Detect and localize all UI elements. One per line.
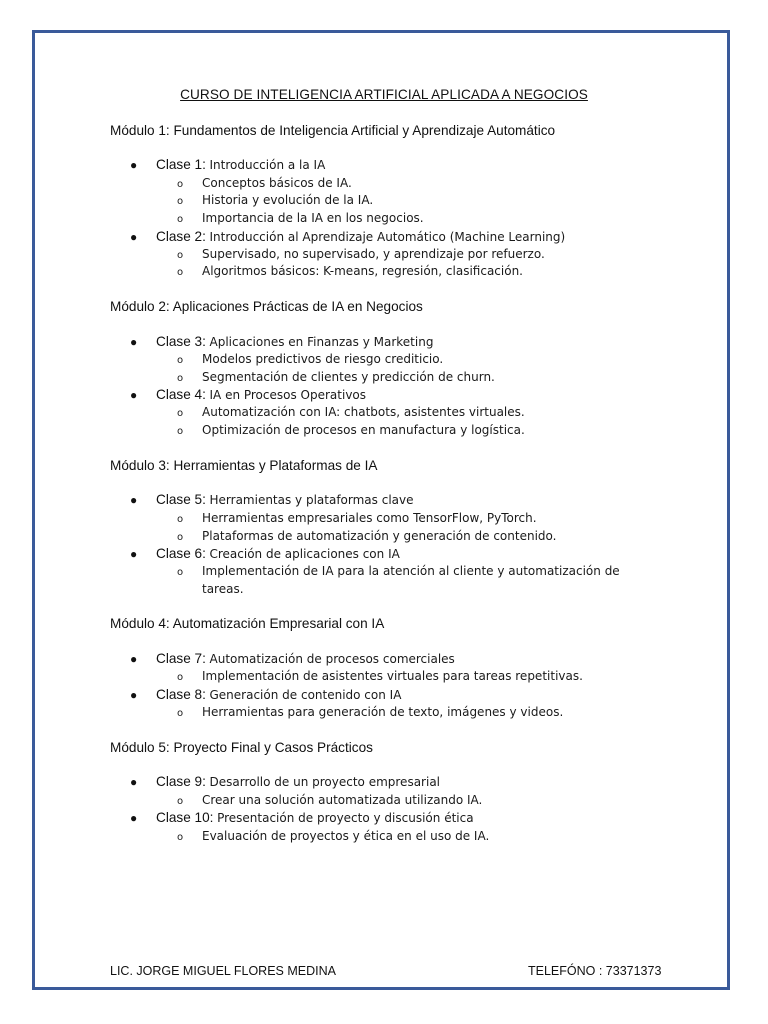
class-topic: Desarrollo de un proyecto empresarial xyxy=(209,775,441,789)
circle-bullet-icon: o xyxy=(177,250,184,261)
circle-bullet-icon: o xyxy=(177,532,184,543)
class-4-line xyxy=(130,387,366,402)
module-2-heading: Módulo 2: Aplicaciones Prácticas de IA en Negocios xyxy=(110,299,423,314)
bullet-icon: ● xyxy=(130,388,138,402)
list-item: o Supervisado, no supervisado, y aprendizaje por refuerzo. xyxy=(177,247,545,261)
class-topic: Generación de contenido con IA xyxy=(209,688,402,702)
class-label: Clase 5: xyxy=(156,492,206,507)
class-label: Clase 10: xyxy=(156,810,214,825)
circle-bullet-icon: o xyxy=(177,832,184,843)
circle-bullet-icon: o xyxy=(177,179,184,190)
circle-bullet-icon: o xyxy=(177,267,184,278)
bullet-icon: ● xyxy=(130,652,138,666)
circle-bullet-icon: o xyxy=(177,567,184,578)
list-item: o Historia y evolución de la IA. xyxy=(177,193,374,207)
list-item: o Herramientas para generación de texto, imágenes y videos. xyxy=(177,705,564,719)
bullet-icon: ● xyxy=(130,811,138,825)
bullet-icon: ● xyxy=(130,688,138,702)
class-1-line xyxy=(130,157,325,172)
class-label: Clase 7: xyxy=(156,651,206,666)
class-6-line xyxy=(130,546,400,561)
list-item-continuation: tareas. xyxy=(202,582,244,596)
document-title: CURSO DE INTELIGENCIA ARTIFICIAL APLICADA A NEGOCIOS xyxy=(180,87,588,102)
module-5-heading: Módulo 5: Proyecto Final y Casos Prácticos xyxy=(110,740,373,755)
footer-phone: TELEFÓNO : 73371373 xyxy=(528,964,662,978)
page-border xyxy=(32,30,730,990)
list-item: o Conceptos básicos de IA. xyxy=(177,176,352,190)
class-7-line xyxy=(130,651,455,666)
circle-bullet-icon: o xyxy=(177,708,184,719)
class-2-line xyxy=(130,229,565,244)
class-topic: IA en Procesos Operativos xyxy=(209,388,367,402)
class-topic: Presentación de proyecto y discusión ética xyxy=(217,811,474,825)
class-3-line xyxy=(130,334,433,349)
circle-bullet-icon: o xyxy=(177,672,184,683)
class-topic: Creación de aplicaciones con IA xyxy=(209,547,400,561)
list-item: o Automatización con IA: chatbots, asistentes virtuales. xyxy=(177,405,525,419)
list-item: o Crear una solución automatizada utilizando IA. xyxy=(177,793,483,807)
module-3-heading: Módulo 3: Herramientas y Plataformas de IA xyxy=(110,458,378,473)
list-item: o Modelos predictivos de riesgo crediticio. xyxy=(177,352,444,366)
bullet-icon: ● xyxy=(130,547,138,561)
list-item: o Importancia de la IA en los negocios. xyxy=(177,211,424,225)
circle-bullet-icon: o xyxy=(177,214,184,225)
class-topic: Automatización de procesos comerciales xyxy=(209,652,455,666)
list-item: o Optimización de procesos en manufactura y logística. xyxy=(177,423,525,437)
class-label: Clase 4: xyxy=(156,387,206,402)
module-4-heading: Módulo 4: Automatización Empresarial con IA xyxy=(110,616,385,631)
bullet-icon: ● xyxy=(130,230,138,244)
class-9-line xyxy=(130,774,440,789)
circle-bullet-icon: o xyxy=(177,796,184,807)
circle-bullet-icon: o xyxy=(177,373,184,384)
class-label: Clase 6: xyxy=(156,546,206,561)
class-label: Clase 8: xyxy=(156,687,206,702)
class-label: Clase 9: xyxy=(156,774,206,789)
list-item: o Evaluación de proyectos y ética en el uso de IA. xyxy=(177,829,490,843)
bullet-icon: ● xyxy=(130,335,138,349)
list-item: o Implementación de IA para la atención al cliente y automatización de xyxy=(177,564,620,578)
bullet-icon: ● xyxy=(130,158,138,172)
list-item: o Segmentación de clientes y predicción de churn. xyxy=(177,370,495,384)
bullet-icon: ● xyxy=(130,493,138,507)
class-label: Clase 1: xyxy=(156,157,206,172)
class-label: Clase 3: xyxy=(156,334,206,349)
bullet-icon: ● xyxy=(130,775,138,789)
class-topic: Introducción al Aprendizaje Automático (Machine Learning) xyxy=(209,230,566,244)
list-item: o Plataformas de automatización y generación de contenido. xyxy=(177,529,557,543)
module-1-heading: Módulo 1: Fundamentos de Inteligencia Artificial y Aprendizaje Automático xyxy=(110,123,556,138)
class-8-line xyxy=(130,687,401,702)
class-topic: Introducción a la IA xyxy=(209,158,326,172)
list-item: o Implementación de asistentes virtuales para tareas repetitivas. xyxy=(177,669,583,683)
circle-bullet-icon: o xyxy=(177,408,184,419)
class-5-line xyxy=(130,492,414,507)
circle-bullet-icon: o xyxy=(177,196,184,207)
class-topic: Herramientas y plataformas clave xyxy=(209,493,414,507)
circle-bullet-icon: o xyxy=(177,355,184,366)
class-topic: Aplicaciones en Finanzas y Marketing xyxy=(209,335,434,349)
class-10-line xyxy=(130,810,474,825)
list-item: o Algoritmos básicos: K-means, regresión, clasificación. xyxy=(177,264,523,278)
class-label: Clase 2: xyxy=(156,229,206,244)
footer-author: LIC. JORGE MIGUEL FLORES MEDINA xyxy=(110,964,336,978)
circle-bullet-icon: o xyxy=(177,426,184,437)
list-item: o Herramientas empresariales como TensorFlow, PyTorch. xyxy=(177,511,537,525)
circle-bullet-icon: o xyxy=(177,514,184,525)
